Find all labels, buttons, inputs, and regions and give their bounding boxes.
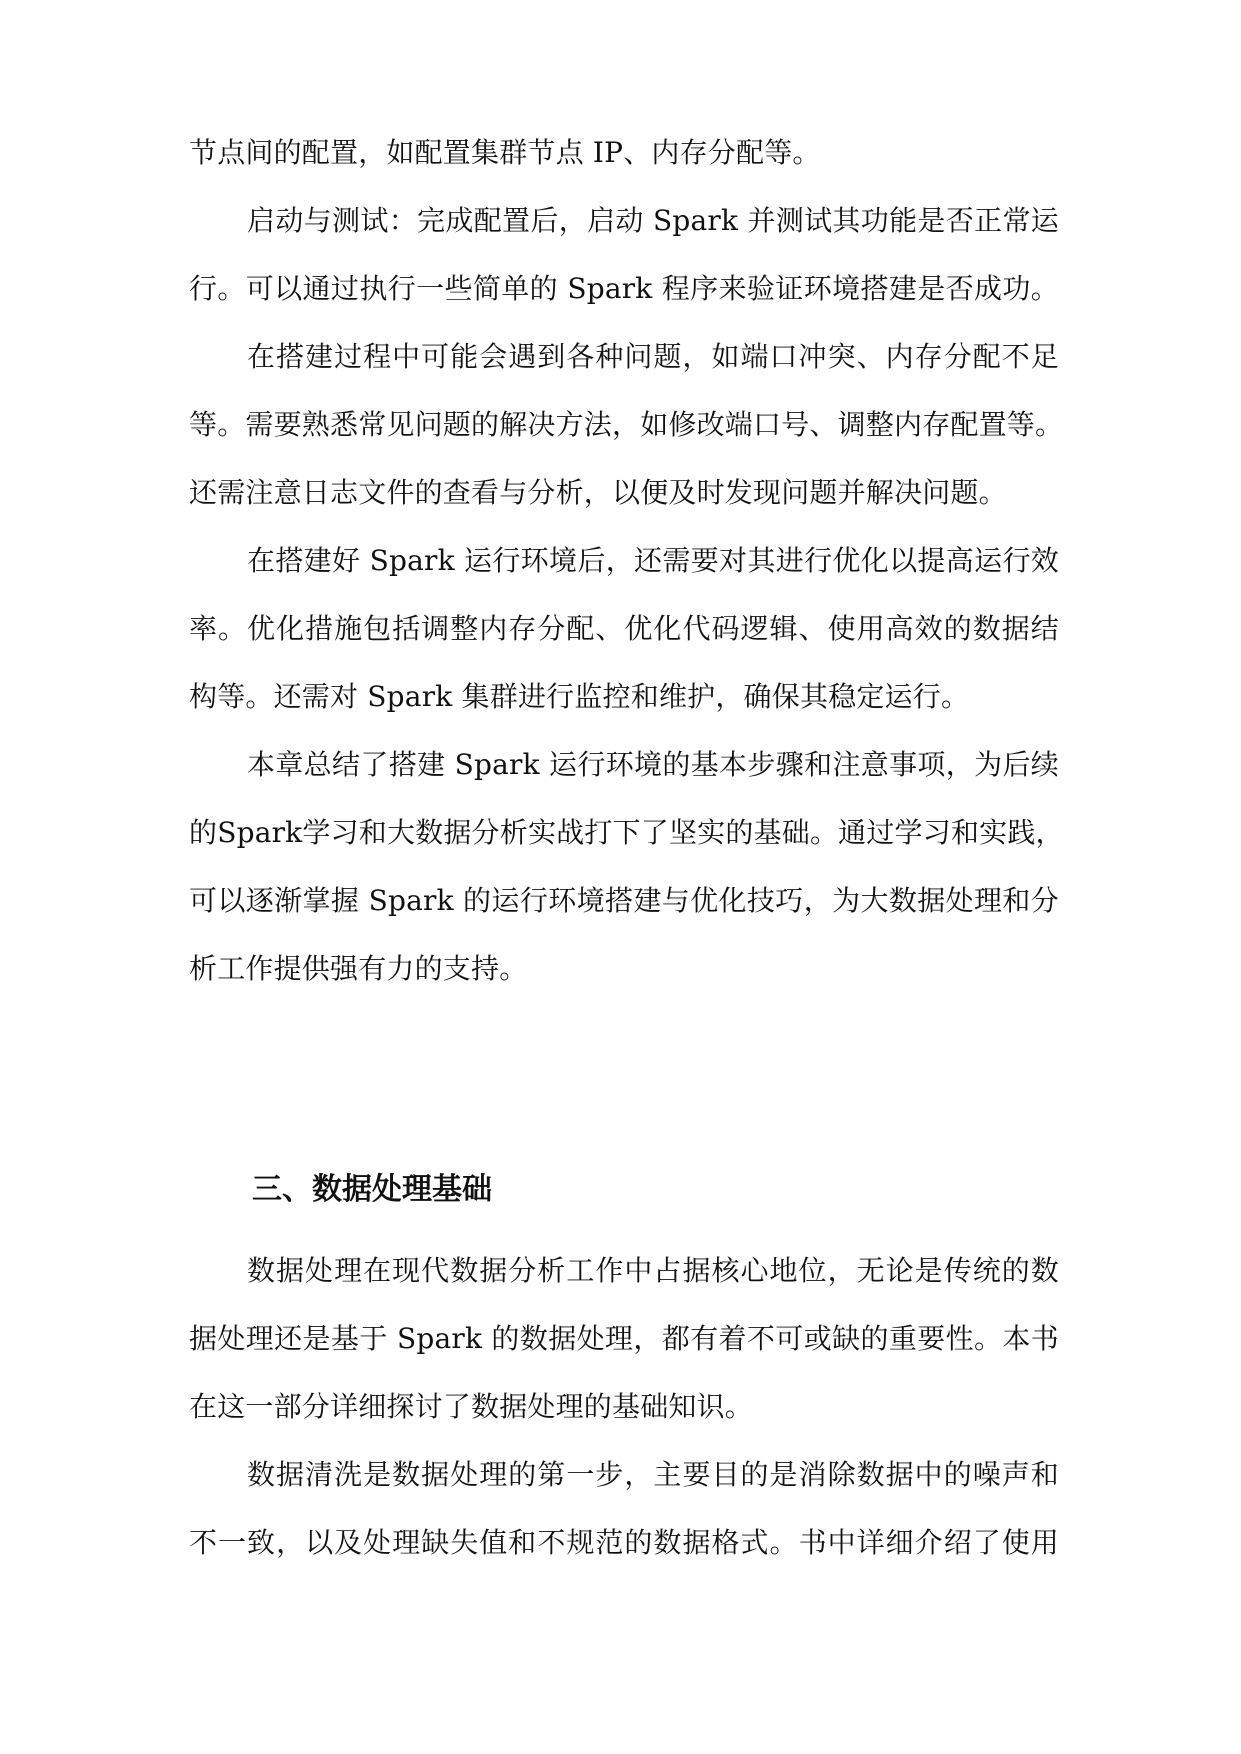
section-heading: 三、数据处理基础 bbox=[252, 1172, 492, 1207]
paragraph-line: 等。需要熟悉常见问题的解决方法，如修改端口号、调整内存配置等。 bbox=[189, 408, 1064, 441]
paragraph-line: 在搭建好 Spark 运行环境后，还需要对其进行优化以提高运行效 bbox=[247, 544, 1059, 577]
paragraph-line: 本章总结了搭建 Spark 运行环境的基本步骤和注意事项，为后续 bbox=[247, 748, 1059, 781]
paragraph-line: 数据清洗是数据处理的第一步，主要目的是消除数据中的噪声和 bbox=[247, 1458, 1059, 1491]
paragraph-line: 不一致，以及处理缺失值和不规范的数据格式。书中详细介绍了使用 bbox=[189, 1526, 1059, 1559]
paragraph-line: 节点间的配置，如配置集群节点 IP、内存分配等。 bbox=[189, 136, 821, 169]
paragraph-line: 率。优化措施包括调整内存分配、优化代码逻辑、使用高效的数据结 bbox=[189, 612, 1059, 645]
paragraph-line: 据处理还是基于 Spark 的数据处理，都有着不可或缺的重要性。本书 bbox=[189, 1322, 1059, 1355]
paragraph-line: 还需注意日志文件的查看与分析，以便及时发现问题并解决问题。 bbox=[189, 476, 1007, 509]
paragraph-line: 构等。还需对 Spark 集群进行监控和维护，确保其稳定运行。 bbox=[189, 680, 970, 713]
paragraph-line: 可以逐渐掌握 Spark 的运行环境搭建与优化技巧，为大数据处理和分 bbox=[189, 884, 1059, 917]
paragraph-line: 在搭建过程中可能会遇到各种问题，如端口冲突、内存分配不足 bbox=[247, 340, 1059, 373]
paragraph-line: 启动与测试：完成配置后，启动 Spark 并测试其功能是否正常运 bbox=[247, 204, 1059, 237]
paragraph-line: 数据处理在现代数据分析工作中占据核心地位，无论是传统的数 bbox=[247, 1254, 1059, 1287]
paragraph-line: 的Spark学习和大数据分析实战打下了坚实的基础。通过学习和实践， bbox=[189, 816, 1064, 849]
paragraph-line: 在这一部分详细探讨了数据处理的基础知识。 bbox=[189, 1390, 754, 1423]
paragraph-line: 析工作提供强有力的支持。 bbox=[189, 952, 528, 985]
paragraph-line: 行。可以通过执行一些简单的 Spark 程序来验证环境搭建是否成功。 bbox=[189, 272, 1059, 305]
